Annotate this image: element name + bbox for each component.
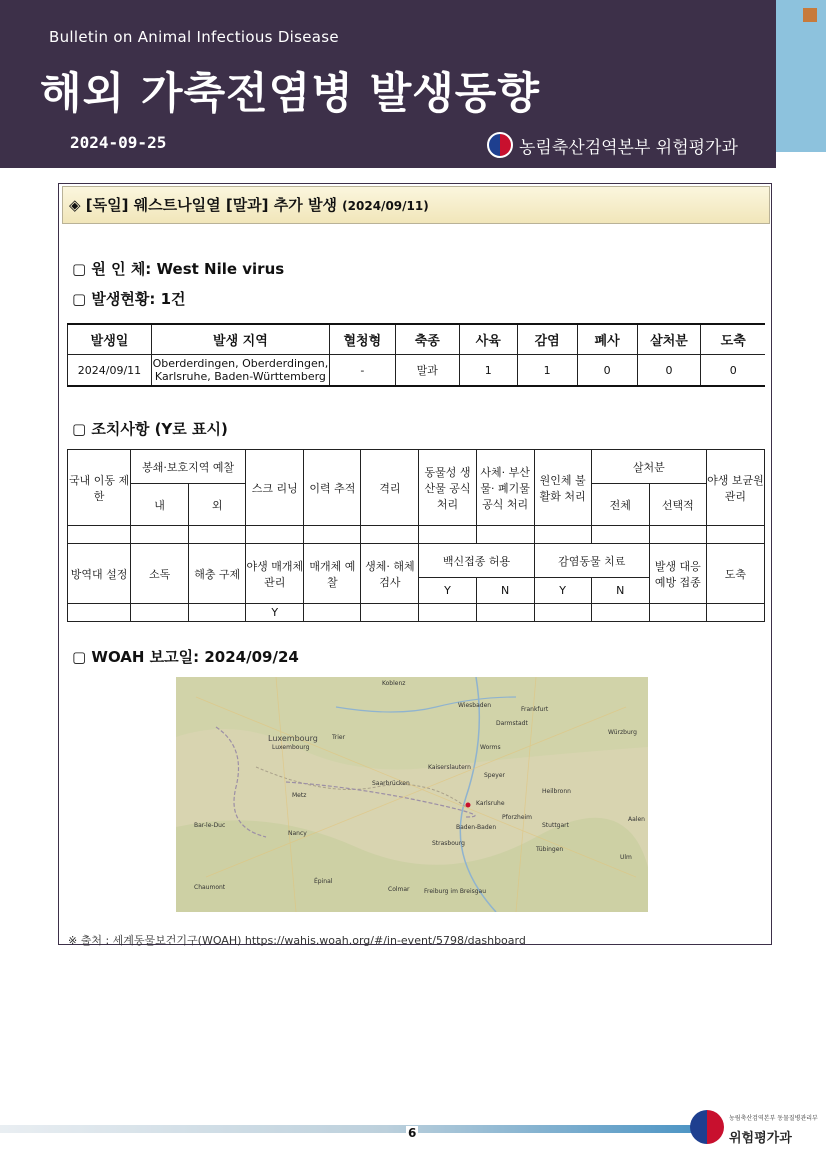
measure-subheader: 선택적 (649, 484, 706, 526)
measure-value (706, 604, 764, 622)
measure-header: 소독 (131, 544, 189, 604)
taegeuk-footer-logo-icon (690, 1110, 724, 1144)
measure-value (706, 526, 764, 544)
measure-value (131, 604, 189, 622)
map-label: Trier (332, 734, 346, 741)
map-label: Saarbrücken (372, 780, 410, 787)
map-label: Baden-Baden (456, 824, 497, 831)
map-label: Bar-le-Duc (194, 822, 226, 829)
organization-name: 농림축산검역본부 위험평가과 (519, 137, 738, 158)
measure-header: 살처분 (591, 450, 706, 484)
measure-value (534, 526, 591, 544)
table-cell: 2024/09/11 (68, 355, 152, 387)
measure-value: Y (246, 604, 304, 622)
map-label: Wiesbaden (458, 702, 492, 709)
measure-value (304, 526, 361, 544)
measure-header: 매개체 예찰 (304, 544, 361, 604)
footer-bar (0, 1125, 700, 1133)
map-label: Freiburg im Breisgau (424, 888, 487, 895)
bulletin-subtitle: Bulletin on Animal Infectious Disease (49, 28, 339, 46)
measure-value (189, 526, 246, 544)
measure-subheader: 전체 (591, 484, 649, 526)
accent-corner (803, 8, 817, 22)
measure-header: 스크 리닝 (246, 450, 304, 526)
map-label: Luxembourg (272, 744, 310, 751)
measure-header: 봉쇄·보호지역 예찰 (131, 450, 246, 484)
measure-value (131, 526, 189, 544)
table-cell: 0 (637, 355, 701, 387)
page-title: 해외 가축전염병 발생동향 (40, 69, 540, 119)
measure-subheader: N (476, 578, 534, 604)
map-label: Chaumont (194, 884, 226, 891)
measure-value (649, 526, 706, 544)
table-cell: 0 (577, 355, 637, 387)
measure-value (419, 604, 476, 622)
map-label: Heilbronn (542, 788, 571, 795)
measure-value (304, 604, 361, 622)
table-cell: - (329, 355, 395, 387)
map-label: Stuttgart (542, 822, 569, 829)
map-label: Metz (292, 792, 307, 799)
measure-subheader: Y (419, 578, 476, 604)
table-cell: 말과 (395, 355, 459, 387)
col-header: 혈청형 (329, 324, 395, 355)
col-header: 발생일 (68, 324, 152, 355)
map-graphic (176, 677, 648, 912)
map-label: Nancy (288, 830, 307, 837)
page-number: 6 (408, 1126, 417, 1140)
map-label: Ulm (620, 854, 632, 861)
outbreak-map (176, 677, 648, 912)
measure-header: 방역대 설정 (68, 544, 131, 604)
measure-header: 야생 매개체 관리 (246, 544, 304, 604)
measure-header: 백신접종 허용 (419, 544, 534, 578)
woah-report-date: ▢ WOAH 보고일: 2024/09/24 (72, 648, 299, 666)
col-header: 발생 지역 (151, 324, 329, 355)
measure-value (361, 526, 419, 544)
outbreak-table (67, 323, 765, 387)
measures-table (67, 449, 765, 622)
report-item-title-text: ◈ [독일] 웨스트나일열 [말과] 추가 발생 (69, 196, 337, 214)
table-cell: 1 (517, 355, 577, 387)
map-label: Speyer (484, 772, 506, 779)
map-label: Frankfurt (521, 706, 549, 713)
organization (487, 132, 738, 158)
map-label: Luxembourg (268, 734, 318, 743)
measure-header: 원인체 불활화 처리 (534, 450, 591, 526)
footer-dept: 위험평가과 (729, 1131, 792, 1146)
col-header: 사육 (459, 324, 517, 355)
measure-value (649, 604, 706, 622)
pathogen-line: ▢ 원 인 체: West Nile virus (72, 260, 285, 278)
table-cell: 1 (459, 355, 517, 387)
measure-value (476, 604, 534, 622)
measure-value (476, 526, 534, 544)
measure-value (189, 604, 246, 622)
col-header: 도축 (701, 324, 765, 355)
measure-value (361, 604, 419, 622)
measure-header: 감염동물 치료 (534, 544, 649, 578)
map-label: Karlsruhe (476, 800, 505, 807)
source-note: ※ 출처 : 세계동물보건기구(WOAH) https://wahis.woah.org/#/in-event/5798/dashboard (68, 934, 526, 947)
measure-header: 발생 대응 예방 접종 (649, 544, 706, 604)
measure-header: 해충 구제 (189, 544, 246, 604)
measure-header: 생체· 해체 검사 (361, 544, 419, 604)
table-row (68, 355, 766, 387)
measure-subheader: 내 (131, 484, 189, 526)
measure-subheader: Y (534, 578, 591, 604)
measure-value (591, 526, 649, 544)
map-label: Aalen (628, 816, 645, 823)
measure-value (419, 526, 476, 544)
publication-date: 2024-09-25 (70, 133, 167, 152)
measure-subheader: 외 (189, 484, 246, 526)
measure-header: 사체· 부산물· 폐기물 공식 처리 (476, 450, 534, 526)
map-label: Colmar (388, 886, 410, 893)
measure-header: 동물성 생산물 공식 처리 (419, 450, 476, 526)
table-cell: Oberderdingen, Oberderdingen, Karlsruhe, Baden-Württemberg (151, 355, 329, 387)
accent-block (776, 0, 826, 152)
report-item-date: (2024/09/11) (342, 199, 429, 213)
map-label: Koblenz (382, 680, 406, 687)
col-header: 축종 (395, 324, 459, 355)
map-label: Kaiserslautern (428, 764, 471, 771)
measure-value (534, 604, 591, 622)
map-label: Épinal (314, 878, 333, 885)
col-header: 폐사 (577, 324, 637, 355)
measure-header: 이력 추적 (304, 450, 361, 526)
map-label: Tübingen (536, 846, 564, 853)
table-row (68, 526, 765, 544)
measure-value (68, 526, 131, 544)
col-header: 살처분 (637, 324, 701, 355)
table-cell: 0 (701, 355, 765, 387)
map-label: Worms (480, 744, 501, 751)
measure-header: 도축 (706, 544, 764, 604)
measure-value (68, 604, 131, 622)
map-label: Darmstadt (496, 720, 528, 727)
measure-header: 야생 보균원 관리 (706, 450, 764, 526)
table-row (68, 604, 765, 622)
map-label: Pforzheim (502, 814, 533, 821)
col-header: 감염 (517, 324, 577, 355)
footer-org: 농림축산검역본부 동물질병관리부 (729, 1115, 818, 1122)
map-label: Strasbourg (432, 840, 465, 847)
measure-subheader: N (591, 578, 649, 604)
taegeuk-logo-icon (487, 132, 513, 158)
measure-header: 국내 이동 제한 (68, 450, 131, 526)
status-line: ▢ 발생현황: 1건 (72, 290, 186, 308)
report-item-title (62, 186, 770, 224)
map-label: Würzburg (608, 729, 637, 736)
outbreak-table-header (68, 324, 766, 355)
measure-value (246, 526, 304, 544)
measure-value (591, 604, 649, 622)
measures-title: ▢ 조치사항 (Y로 표시) (72, 420, 228, 438)
measure-header: 격리 (361, 450, 419, 526)
